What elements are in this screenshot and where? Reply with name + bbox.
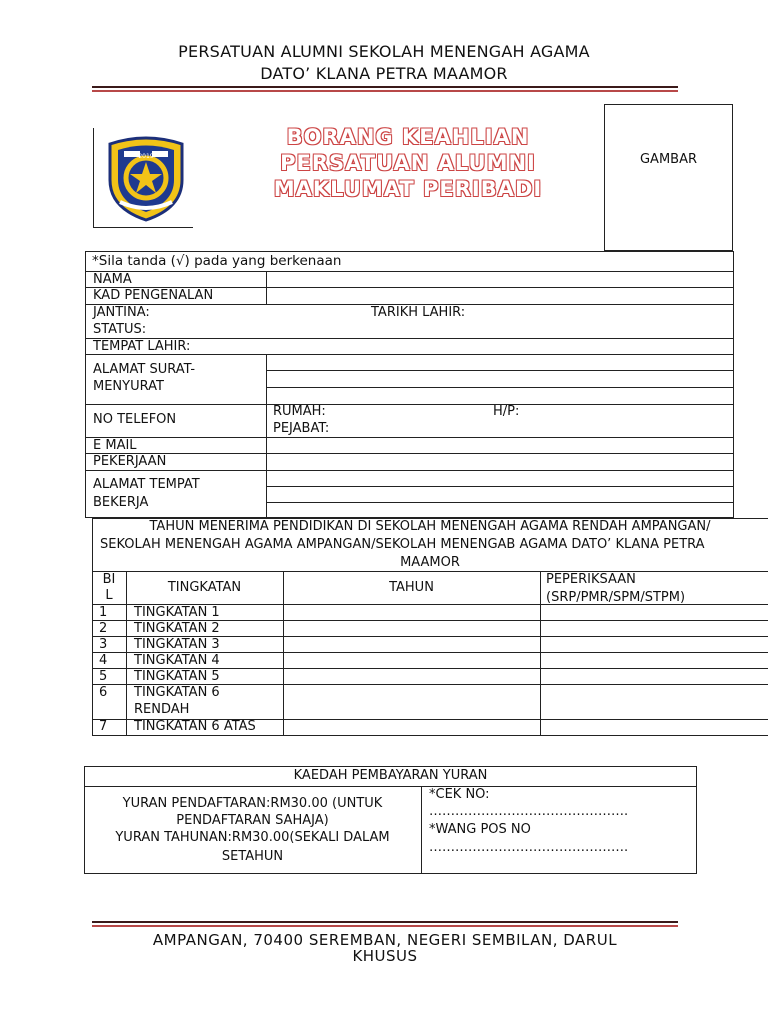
label-status[interactable]: STATUS: xyxy=(93,322,147,337)
photo-label: GAMBAR xyxy=(639,152,698,167)
school-crest-icon xyxy=(104,134,188,222)
row-bil: 1 xyxy=(99,605,108,620)
col-header-tahun: TAHUN xyxy=(389,580,434,595)
label-pekerjaan: PEKERJAAN xyxy=(93,454,167,469)
payment-fee-line-2: PENDAFTARAN SAHAJA) xyxy=(176,813,329,828)
logo-frame-left xyxy=(93,128,94,228)
education-title-line-2: SEKOLAH MENENGAH AGAMA AMPANGAN/SEKOLAH MENENGAB AGAMA DATO’ KLANA PETRA xyxy=(100,537,705,552)
crest-year-text: 2019 xyxy=(138,153,154,160)
label-email: E MAIL xyxy=(93,438,137,453)
label-alamat-kerja-line-1: ALAMAT TEMPAT xyxy=(93,477,200,492)
label-cek-no: *CEK NO: xyxy=(429,787,490,802)
label-pejabat[interactable]: PEJABAT: xyxy=(273,421,330,436)
row-bil: 6 xyxy=(99,685,108,700)
form-title-line-3: MAKLUMAT PERIBADI xyxy=(273,177,543,201)
row-tingkatan: TINGKATAN 6 ATAS xyxy=(134,719,256,734)
footer-address-line-2: KHUSUS xyxy=(352,947,418,965)
row-tingkatan-2: RENDAH xyxy=(134,702,190,717)
label-hp[interactable]: H/P: xyxy=(493,404,520,419)
header-divider-dark xyxy=(92,86,678,88)
row-tingkatan: TINGKATAN 5 xyxy=(134,669,220,684)
label-kad-pengenalan: KAD PENGENALAN xyxy=(93,288,214,303)
form-title-line-1: BORANG KEAHLIAN xyxy=(286,125,530,149)
label-wang-pos: *WANG POS NO xyxy=(429,822,531,837)
label-no-telefon: NO TELEFON xyxy=(93,412,177,427)
org-title-line-1: PERSATUAN ALUMNI SEKOLAH MENENGAH AGAMA xyxy=(178,42,590,61)
footer-address-line-1: AMPANGAN, 70400 SEREMBAN, NEGERI SEMBILAN, DARUL xyxy=(152,931,618,949)
row-tingkatan: TINGKATAN 3 xyxy=(134,637,220,652)
org-title-line-2: DATO’ KLANA PETRA MAAMOR xyxy=(260,64,508,83)
col-header-peperiksaan-1: PEPERIKSAAN xyxy=(546,572,636,587)
input-alamat-surat[interactable] xyxy=(267,355,733,404)
photo-box[interactable] xyxy=(604,104,733,251)
row-bil: 7 xyxy=(99,719,108,734)
payment-fee-line-3: YURAN TAHUNAN:RM30.00(SEKALI DALAM xyxy=(115,830,390,845)
label-alamat-kerja-line-2: BEKERJA xyxy=(93,495,149,510)
input-wang-pos[interactable]: ………………………………………. xyxy=(429,840,629,855)
row-bil: 4 xyxy=(99,653,108,668)
payment-fee-line-1: YURAN PENDAFTARAN:RM30.00 (UNTUK xyxy=(122,796,383,811)
row-tingkatan: TINGKATAN 1 xyxy=(134,605,220,620)
education-title-line-3: MAAMOR xyxy=(400,555,460,570)
payment-fee-line-4: SETAHUN xyxy=(221,849,284,864)
row-tingkatan: TINGKATAN 6 xyxy=(134,685,220,700)
label-alamat-line-1: ALAMAT SURAT- xyxy=(93,362,196,377)
row-tingkatan: TINGKATAN 2 xyxy=(134,621,220,636)
instructions-text: *Sila tanda (√) pada yang berkenaan xyxy=(92,253,342,269)
input-alamat-kerja[interactable] xyxy=(267,471,733,517)
label-nama: NAMA xyxy=(93,272,132,287)
label-tarikh-lahir[interactable]: TARIKH LAHIR: xyxy=(371,305,466,320)
row-tingkatan: TINGKATAN 4 xyxy=(134,653,220,668)
input-nama[interactable] xyxy=(267,272,733,287)
education-title-line-1: TAHUN MENERIMA PENDIDIKAN DI SEKOLAH MENENGAH AGAMA RENDAH AMPANGAN/ xyxy=(149,519,711,534)
footer-divider-dark xyxy=(92,921,678,923)
form-title xyxy=(248,124,568,202)
form-title-line-2: PERSATUAN ALUMNI xyxy=(280,151,536,175)
label-rumah[interactable]: RUMAH: xyxy=(273,404,326,419)
row-bil: 5 xyxy=(99,669,108,684)
payment-title: KAEDAH PEMBAYARAN YURAN xyxy=(293,768,488,783)
header-divider-red xyxy=(92,90,678,92)
label-alamat-line-2: MENYURAT xyxy=(93,379,164,394)
label-tempat-lahir[interactable]: TEMPAT LAHIR: xyxy=(93,339,191,354)
row-bil: 2 xyxy=(99,621,108,636)
input-pekerjaan[interactable] xyxy=(267,454,733,470)
input-cek-no[interactable]: ………………………………………. xyxy=(429,804,629,819)
col-header-peperiksaan-2: (SRP/PMR/SPM/STPM) xyxy=(546,590,686,605)
row-bil: 3 xyxy=(99,637,108,652)
logo-frame-bottom xyxy=(93,227,193,228)
col-header-bil-1: BI xyxy=(102,572,116,587)
label-jantina[interactable]: JANTINA: xyxy=(93,305,150,320)
input-email[interactable] xyxy=(267,438,733,453)
col-header-tingkatan: TINGKATAN xyxy=(167,580,242,595)
footer-divider-red xyxy=(92,925,678,927)
col-header-bil-2: L xyxy=(105,588,113,603)
input-kad-pengenalan[interactable] xyxy=(267,288,733,304)
